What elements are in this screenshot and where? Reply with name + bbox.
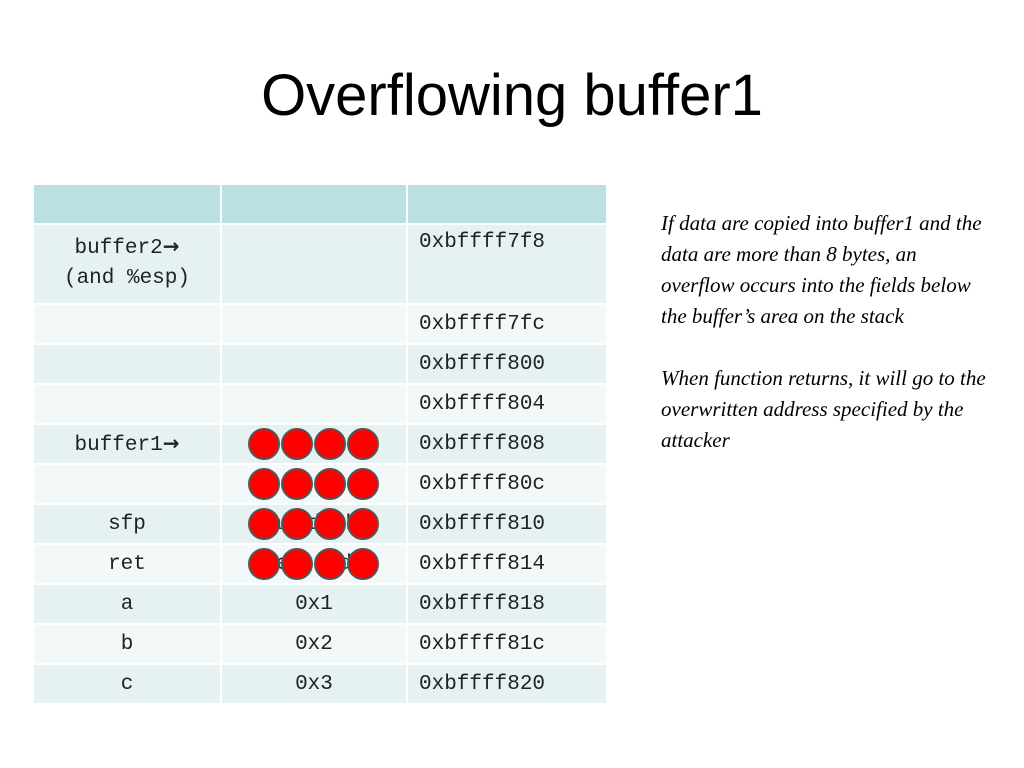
row-value: 0x2 xyxy=(221,624,407,664)
overwrite-dots xyxy=(248,468,380,500)
explanation-notes xyxy=(661,208,991,487)
row-address: 0xbffff80c xyxy=(407,464,607,504)
row-value: 0x1 xyxy=(221,584,407,624)
table-row xyxy=(33,384,607,424)
row-label-cell xyxy=(33,424,221,464)
header-cell xyxy=(221,184,407,224)
row-label xyxy=(33,464,221,504)
table-row xyxy=(33,544,607,584)
stack-table xyxy=(32,183,608,705)
overwrite-dot xyxy=(347,548,379,580)
table-row xyxy=(33,344,607,384)
row-label xyxy=(33,304,221,344)
row-label: sfp xyxy=(33,504,221,544)
table-row xyxy=(33,424,607,464)
notes-paragraph: When function returns, it will go to the overwritten address specified by the attacker xyxy=(661,366,986,452)
table-row xyxy=(33,224,607,304)
row-value-cell xyxy=(221,544,407,584)
overwrite-dot xyxy=(314,468,346,500)
row-value-cell xyxy=(221,504,407,544)
row-label xyxy=(33,344,221,384)
row-address: 0xbffff818 xyxy=(407,584,607,624)
overwrite-dot xyxy=(347,428,379,460)
overwrite-dot xyxy=(248,548,280,580)
table-row xyxy=(33,304,607,344)
overwrite-dot xyxy=(248,428,280,460)
header-cell xyxy=(33,184,221,224)
row-address: 0xbffff81c xyxy=(407,624,607,664)
arrow-icon: → xyxy=(162,431,180,455)
overwrite-dot xyxy=(281,508,313,540)
table-header-row xyxy=(33,184,607,224)
overwrite-dot xyxy=(314,508,346,540)
row-value: 0x3 xyxy=(221,664,407,704)
row-value-cell xyxy=(221,464,407,504)
overwrite-dot xyxy=(281,428,313,460)
row-address: 0xbffff808 xyxy=(407,424,607,464)
overwrite-dots xyxy=(248,428,380,460)
overwrite-dot xyxy=(347,508,379,540)
row-address: 0xbffff7f8 xyxy=(407,224,607,304)
overwrite-dot xyxy=(314,428,346,460)
notes-paragraph: If data are copied into buffer1 and the data are more than 8 bytes, an overflow occurs into the fields below the buffer’s area on the stack xyxy=(661,211,982,328)
overwrite-dots xyxy=(248,548,380,580)
table-row xyxy=(33,624,607,664)
table-row xyxy=(33,464,607,504)
arrow-icon: → xyxy=(162,234,180,258)
row-label: c xyxy=(33,664,221,704)
row-value xyxy=(221,224,407,304)
overwrite-dot xyxy=(347,468,379,500)
overwrite-dot xyxy=(248,468,280,500)
row-address: 0xbffff804 xyxy=(407,384,607,424)
row-value xyxy=(221,344,407,384)
row-label: buffer1 xyxy=(74,434,163,457)
row-address: 0xbffff810 xyxy=(407,504,607,544)
header-cell xyxy=(407,184,607,224)
row-label: b xyxy=(33,624,221,664)
slide-title: Overflowing buffer1 xyxy=(261,63,763,128)
overwrite-dot xyxy=(281,468,313,500)
overwrite-dot xyxy=(281,548,313,580)
table-row xyxy=(33,504,607,544)
overwrite-dots xyxy=(248,508,380,540)
overwrite-dot xyxy=(314,548,346,580)
row-address: 0xbffff820 xyxy=(407,664,607,704)
table-row xyxy=(33,584,607,624)
overwrite-dot xyxy=(248,508,280,540)
row-label: ret xyxy=(33,544,221,584)
row-label: buffer2 xyxy=(74,237,163,260)
row-value xyxy=(221,304,407,344)
row-value xyxy=(221,384,407,424)
row-label xyxy=(33,384,221,424)
row-label-cell xyxy=(33,224,221,304)
row-address: 0xbffff800 xyxy=(407,344,607,384)
row-label-secondary: (and %esp) xyxy=(63,267,190,290)
table-row xyxy=(33,664,607,704)
row-address: 0xbffff7fc xyxy=(407,304,607,344)
row-value-cell xyxy=(221,424,407,464)
row-address: 0xbffff814 xyxy=(407,544,607,584)
row-label: a xyxy=(33,584,221,624)
